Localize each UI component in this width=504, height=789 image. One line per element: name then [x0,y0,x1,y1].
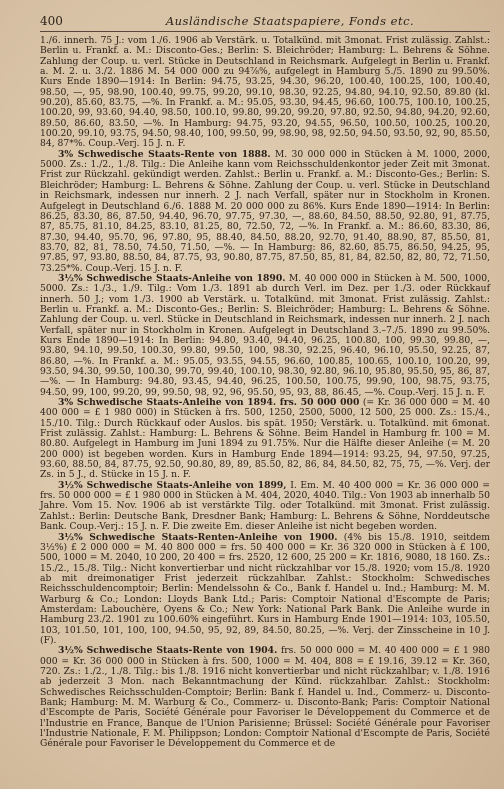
paragraph-text: (4% bis 15./8. 1910, seitdem 3½%) £ 2 000 000 = M. 40 800 000 = frs. 50 400 000 = Kr. 36 320 000 in Stücken à £ 100, 500, 1000 = M. 2040, 10 200, 20 400 = frs. 2520, 12 600, 25 200 = Kr. 1816, 9080, 18 160. Zs.: 15./2., 15./8. Tilg.: Nicht konvertierbar und nicht rückzahlbar vor 15./8. 1920; vom 15./8. 1920 ab mit dreimonatiger Frist jederzeit rückzahlbar. Zahlst.: Stockholm: Schwedisches Reichsschuldencomptoir; Berlin: Mendelssohn & Co., Bank f. Handel u. Ind.; Hamburg: M. M. Warburg & Co.; London: Lloyds Bank Ltd.; Paris: Comptoir National d'Escompte de Paris; Amsterdam: Labouchère, Oyens & Co.; New York: National Park Bank. Die Anleihe wurde in Hamburg 23./2. 1901 zu 100.60% eingeführt. Kurs in Hamburg Ende 1901—1914: 103, 105.50, 103, 101.50, 101, 100, 100, 94.50, 95, 92, 89, 84.50, 80.25, —%. Verj. der Zinsscheine in 10 J. (F). [40,531,491,646]
paragraph-heading: 3½% Schwedische Staats-Anleihe von 1899, [58,479,287,491]
page-number: 400 [40,14,63,28]
paragraph-anleihe-1899 [40,481,490,533]
paragraph-text: (= Kr. 36 000 000 = M. 40 400 000 = £ 1 980 000) in Stücken à frs. 500, 1250, 2500, 5000, 12 500, 25 000. Zs.: 15./4., 15./10. Tilg.: Durch Rückkauf oder Auslos. bis spät. 1950; Verstärk. u. Totalkünd. mit 6monat. Frist zulässig. Zahlst.: Hamburg: L. Behrens & Söhne. Beim Handel in Hamburg fr. 100 = M. 80.80. Aufgelegt in Hamburg im Juni 1894 zu 91.75%. Nur die Hälfte dieser Anleihe (= M. 20 200 000) ist begeben worden. Kurs in Hamburg Ende 1894—1914: 93.25, 94, 97.50, 97.25, 93.60, 88.50, 84, 87.75, 92.50, 90.80, 89, 89, 85.50, 82, 86, 84, 84.50, 82, 75, 75, —%. Verj. der Zs. in 5 J., d. Stücke in 15 J. n. F. [40,397,490,481]
paragraph-heading: 3½% Schwedische Staats-Anleihe von 1890. [58,272,286,284]
paragraph-text: I. Em. M. 40 400 000 = Kr. 36 000 000 = frs. 50 000 000 = £ 1 980 000 in Stücken à M. 404, 2020, 4040. Tilg.: Von 1903 ab innerhalb 50 Jahre. Vom 15. Nov. 1906 ab ist verstärkte Tilg. oder Totalkünd. mit 3monat. Frist zulässig. Zahlst.: Berlin: Deutsche Bank, Dresdner Bank; Hamburg: L. Behrens & Söhne, Norddeutsche Bank. Coup.-Verj.: 15 J. n. F. Die zweite Em. dieser Anleihe ist nicht begeben worden. [40,479,491,533]
paragraph-heading: 3½% Schwedische Staats-Rente von 1904. [58,645,278,657]
paragraph-text: M. 30 000 000 in Stücken à M. 1000, 2000, 5000. Zs.: 1./2., 1./8. Tilg.: Die Anleihe kann vom Reichsschuldenkontor jeder Zeit mit 3monat. Frist zur Rückzahl. gekündigt werden. Zahlst.: Berlin u. Frankf. a. M.: Disconto-Ges.; Berlin: S. Bleichröder; Hamburg: L. Behrens & Söhne. Zahlung der Coup. u. verl. Stücke in Deutschland in Reichsmark, indessen nur innerh. 2 J. nach Verfall, später nur in Stockholm in Kronen. Aufgelegt in Deutschland 6./6. 1888 M. 20 000 000 zu 86%. Kurs Ende 1890—1914: In Berlin: 86.25, 83.30, 86, 87.50, 94.40, 96.70, 97.75, 97.30, —, 88.60, 84.50, 88.50, 92.80, 91, 87.75, 87, 85.75, 81.10, 84.25, 83.10, 81.25, 80, 72.50, 72, —%. In Frankf. a. M.: 86.60, 83.30, 86, 87.30, 94.40, 95.70, 96, 97.80, 95, 88.40, 84.50, 88.20, 92.70, 91.40, 88.90, 87, 85.50, 81, 83.70, 82, 81, 78.50, 74.50, 71.50, —%. — In Hamburg: 86, 82.60, 85.75, 86.50, 94.25, 95, 97.85, 97, 93.80, 88.50, 84, 87.75, 93, 90.80, 87.75, 87.50, 85, 81, 84, 82.50, 82, 80, 72, 71.50, 73.25*%. Coup.-Verj. 15 J. n. F. [40,148,490,274]
paragraph-anleihe-1890 [40,274,490,398]
document-body [40,36,490,750]
paragraph-heading: 3½% Schwedische Staats-Renten-Anleihe von 1900. [58,531,338,543]
paragraph-text: frs. 50 000 000 = M. 40 400 000 = £ 1 980 000 = Kr. 36 000 000 in Stücken à frs. 500, 1000 = M. 404, 808 = £ 19.16, 39.12 = Kr. 360, 720. Zs.: 1./2., 1./8. Tilg.: bis 1./8. 1916 nicht konvertierbar und nicht rückzahlbar; v. 1./8. 1916 ab jederzeit 3 Mon. nach Bekanntmachung der Künd. rückzahlbar. Zahlst.: Stockholm: Schwedisches Reichsschulden-Comptoir; Berlin: Bank f. Handel u. Ind., Commerz- u. Disconto-Bank; Hamburg: M. M. Warburg & Co., Commerz- u. Disconto-Bank; Paris: Comptoir National d'Escompte de Paris, Société Générale pour Favoriser le Développement du Commerce et de l'Industrie en France, Banque de l'Union Parisienne; Brüssel: Société Générale pour Favoriser l'Industrie Nationale, F. M. Philippson; London: Comptoir National d'Escompte de Paris, Société Générale pour Favoriser le Développement du Commerce et de [40,645,491,750]
paragraph-heading: 3% Schwedische Staats-Anleihe von 1894. frs. 50 000 000 [58,397,360,409]
paragraph-text: 1./6. innerh. 75 J.: vom 1./6. 1906 ab Verstärk. u. Totalkünd. mit 3monat. Frist zulässig. Zahlst.: Berlin u. Frankf. a. M.: Disconto-Ges.; Berlin: S. Bleichröder; Hamburg: L. Behrens & Söhne. Zahlung der Coup. u. verl. Stücke in Deutschland in Reichsmark. Aufgelegt in Berlin u. Frankf. a. M. 2. u. 3./2. 1886 M. 54 000 000 zu 94⅞%, aufgelegt in Hamburg 5./5. 1890 zu 99.50%. Kurs Ende 1890—1914: In Berlin: 94.75, 93.25, 94.30, 96.20, 100.40, 100.25, 100, 100.40, 98.50, —, 95, 98.90, 100.40, 99.75, 99.20, 99.10, 98.30, 92.25, 94.80, 94.10, 92.50, 89.80 (kl. 90.20), 85.60, 83.75, —%. In Frankf. a. M.: 95.05, 93.30, 94.45, 96.60, 100.75, 100.10, 100.25, 100.20, 99, 93.60, 94.40, 98.50, 100.10, 99.80, 99.20, 99.20, 97.80, 92.50, 94.80, 94.20, 92.60, 89.50, 86.60, 83.50, —%. In Hamburg: 94.75, 93.20, 94.55, 96.50, 100.50, 100.25, 100.20, 100.20, 99.10, 93.75, 94.50, 98.40, 100, 99.50, 99, 98.90, 98, 92.50, 94.50, 93.50, 92, 90, 85.50, 84, 87*%. Coup.-Verj. 15 J. n. F. [40,35,490,150]
paragraph-anleihe-1894 [40,398,490,481]
page-header [40,14,490,32]
running-title: Ausländische Staatspapiere, Fonds etc. [165,14,415,28]
paragraph-text: M. 40 000 000 in Stücken à M. 500, 1000, 5000. Zs.: 1./3., 1./9. Tilg.: Vom 1./3. 1891 ab durch Verl. im Dez. per 1./3. oder Rückkauf innerh. 50 J.; vom 1./3. 1900 ab Verstärk. u. Totalkünd. mit 3monat. Frist zulässig. Zahlst.: Berlin u. Frankf. a. M.: Disconto-Ges.; Berlin: S. Bleichröder; Hamburg: L. Behrens & Söhne. Zahlung der Coup. u. verl. Stücke in Deutschland in Reichsmark, indessen nur innerh. 2 J. nach Verfall, später nur in Stockholm in Kronen. Aufgelegt in Deutschland 3.–7./5. 1890 zu 99.50%. Kurs Ende 1890—1914: In Berlin: 94.80, 93.40, 94.40, 96.25, 100.80, 100, 99.30, 99.80, —, 93.80, 94.10, 99.50, 100.30, 99.80, 99.50, 100, 98.30, 92.25, 96.40, 96.10, 95.50, 92.25, 87, 86.80, —%. In Frankf. a. M.: 95.05, 93.55, 94.55, 96.60, 100.85, 100.65, 100.10, 100.20, 99, 93.50, 94.30, 99.50, 100.30, 99.70, 99.40, 100.10, 98.30, 92.80, 96.10, 95.80, 95.50, 95, 86, 87, —%. — In Hamburg: 94.80, 93.45, 94.40, 96.25, 100.50, 100.75, 99.90, 100, 98.75, 93.75, 94.50, 99, 100, 99.20, 99, 99.50, 98, 92, 96, 95.50, 95, 93, 88, 86.45, —%. Coup.-Verj. 15 J. n. F. [40,272,491,398]
paragraph-renten-anleihe-1900 [40,533,490,647]
paragraph-rente-1904 [40,646,490,749]
paragraph-continued [40,36,490,150]
paragraph-heading: 3% Schwedische Staats-Rente von 1888. [58,148,271,160]
paragraph-rente-1888 [40,150,490,274]
